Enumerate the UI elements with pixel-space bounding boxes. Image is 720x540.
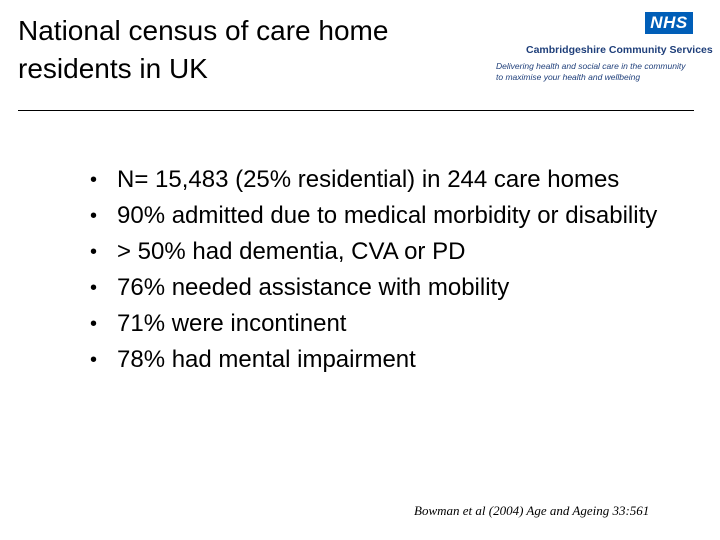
bullet-list <box>90 165 677 381</box>
list-item <box>90 309 677 339</box>
organisation-name: Cambridgeshire Community Services <box>526 44 713 56</box>
organisation-tagline <box>496 61 685 83</box>
tagline-line-1: Delivering health and social care in the community <box>496 61 686 71</box>
bullet-text: 90% admitted due to medical morbidity or disability <box>117 202 658 229</box>
bullet-text: N= 15,483 (25% residential) in 244 care homes <box>117 166 620 193</box>
list-item <box>90 237 677 267</box>
slide-title: National census of care home residents in UK <box>18 15 389 84</box>
bullet-icon: • <box>90 169 98 191</box>
nhs-badge: NHS <box>645 12 693 34</box>
bullet-text: 71% were incontinent <box>117 310 347 337</box>
citation: Bowman et al (2004) Age and Ageing 33:561 <box>414 503 650 518</box>
nhs-logo <box>490 10 713 90</box>
list-item <box>90 345 677 375</box>
bullet-icon: • <box>90 277 98 299</box>
bullet-icon: • <box>90 349 98 371</box>
list-item <box>90 165 677 195</box>
tagline-line-2: to maximise your health and wellbeing <box>496 72 641 82</box>
list-item <box>90 201 677 231</box>
list-item <box>90 273 677 303</box>
bullet-text: 76% needed assistance with mobility <box>117 274 510 301</box>
bullet-text: > 50% had dementia, CVA or PD <box>117 238 466 265</box>
bullet-icon: • <box>90 205 98 227</box>
bullet-text: 78% had mental impairment <box>117 346 416 373</box>
title-divider <box>18 110 694 111</box>
bullet-icon: • <box>90 313 98 335</box>
bullet-icon: • <box>90 241 98 263</box>
